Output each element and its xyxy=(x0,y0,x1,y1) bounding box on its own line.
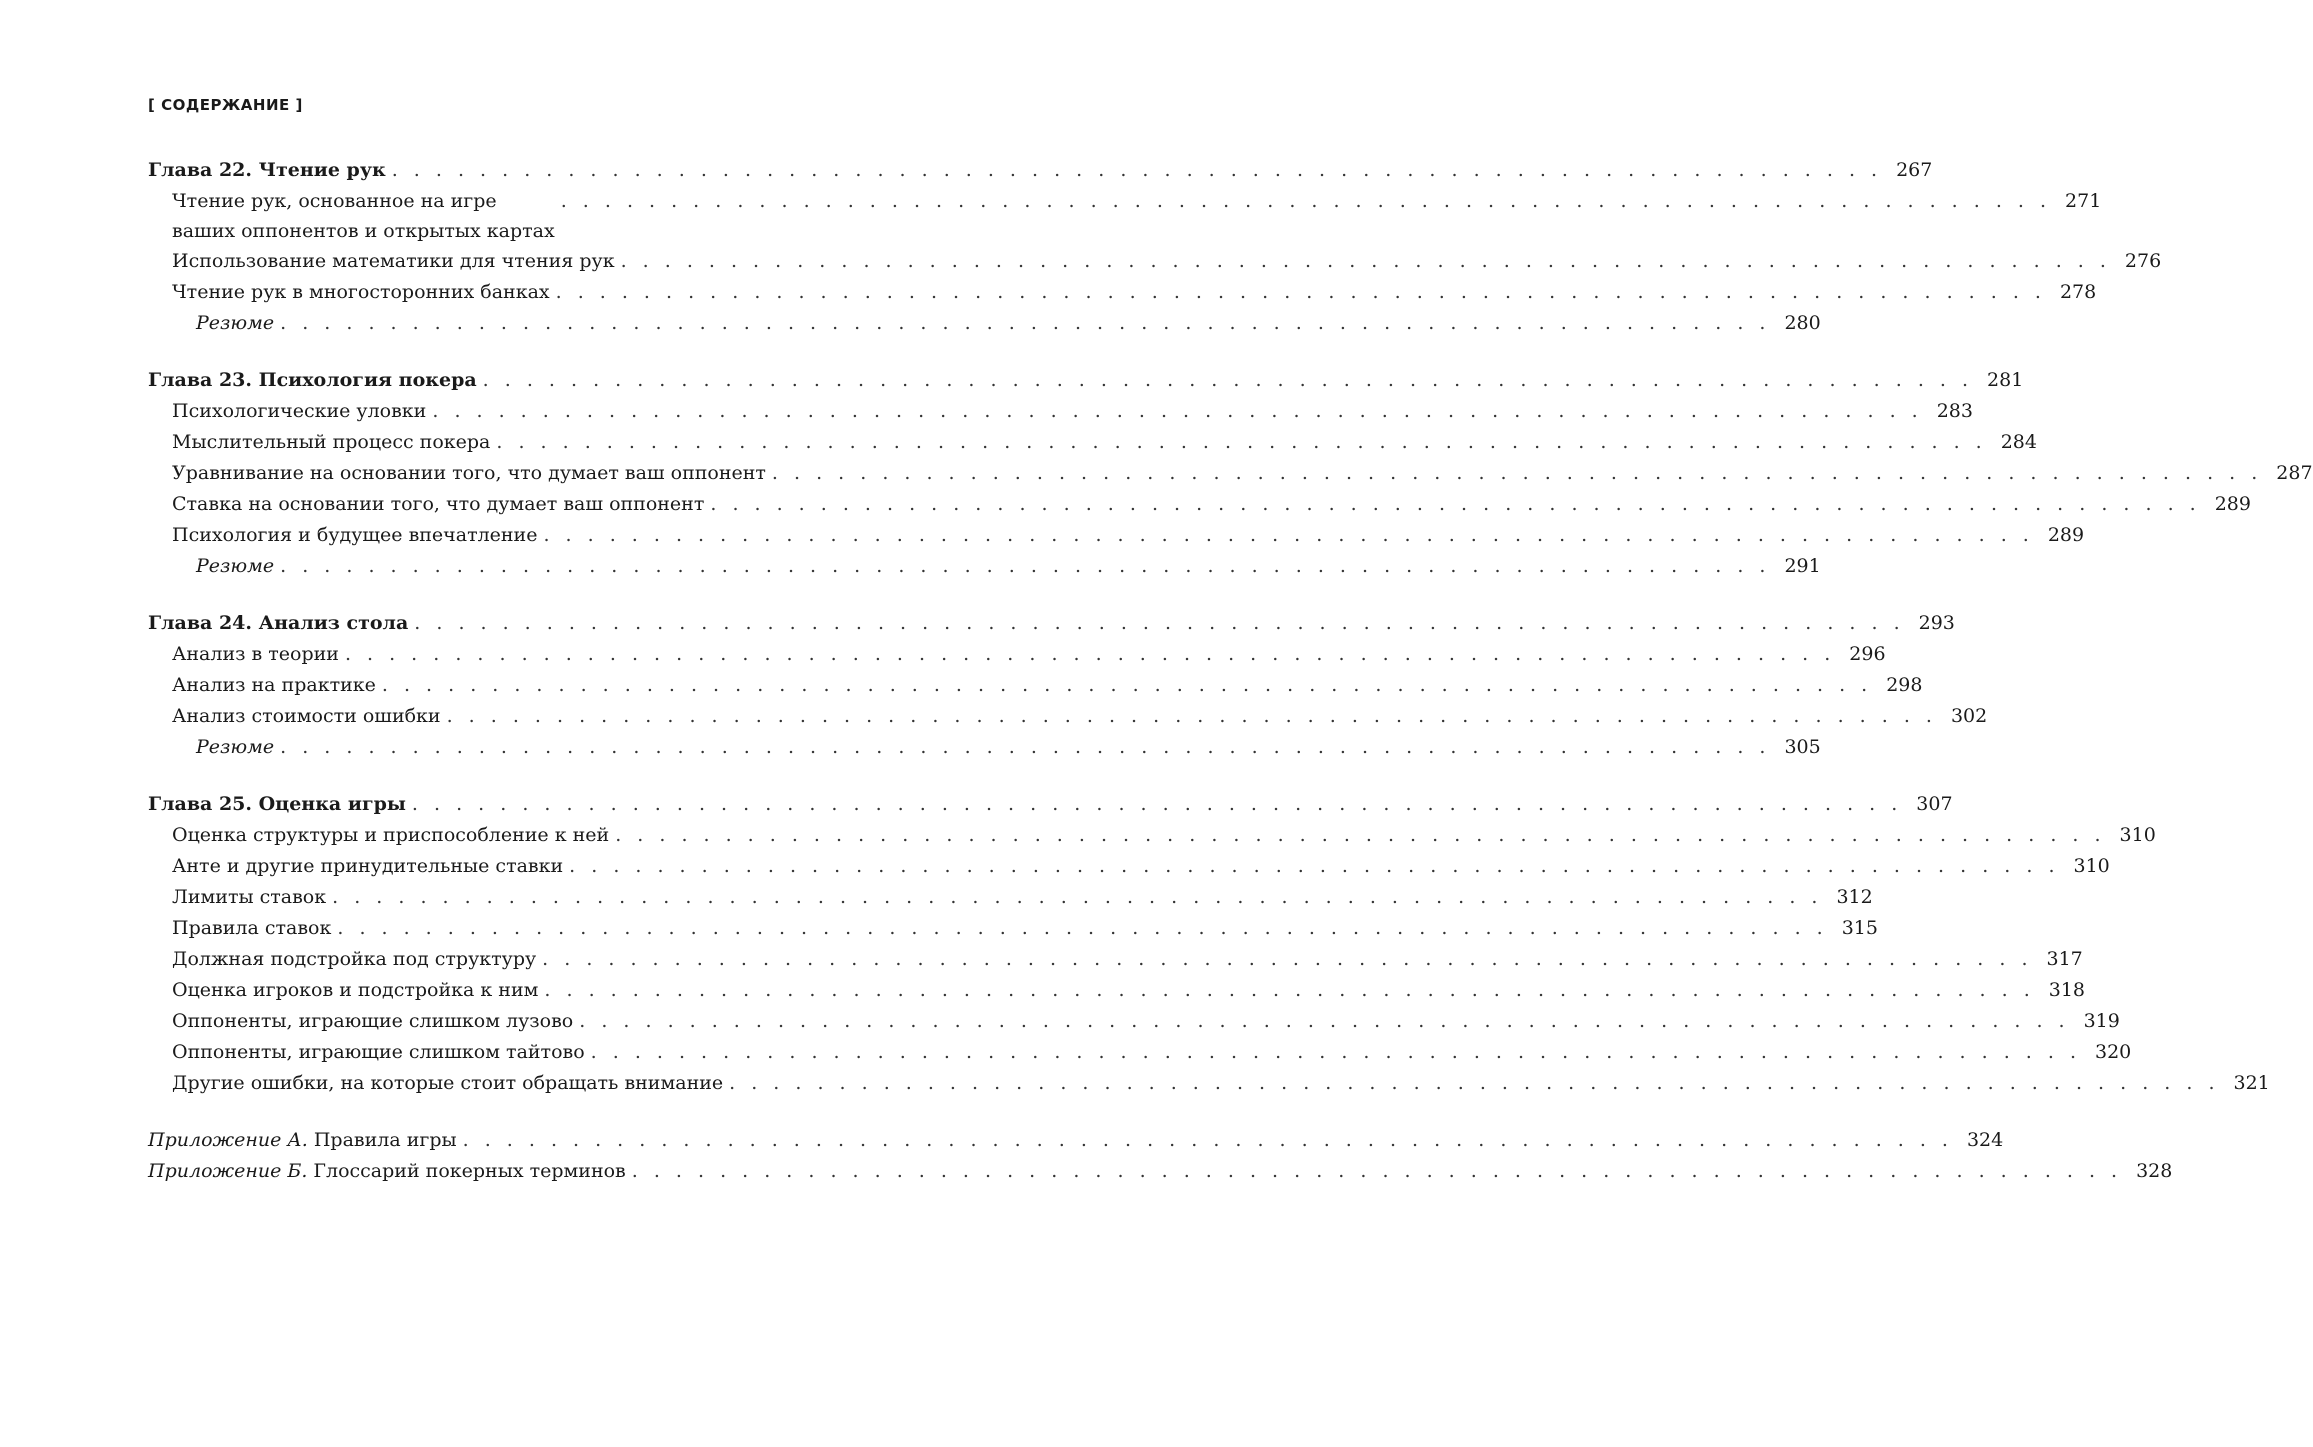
dot-leader: . . . . . . . . . . . . . . . . . . . . . . . . . . . . . . . . . . . . . . . . . . . . . . . . . . . . . . . . . . . . . . . . . . . . xyxy=(446,705,1937,727)
page-number: 280 xyxy=(1784,312,1821,334)
appendix-entry[interactable] xyxy=(148,1156,2173,1187)
entry-title: Чтение рук в многосторонних банках xyxy=(172,281,550,303)
entry-title xyxy=(172,186,561,246)
dot-leader: . . . . . . . . . . . . . . . . . . . . . . . . . . . . . . . . . . . . . . . . . . . . . . . . . . . . . . . . . . . . . . . . . . . . xyxy=(543,524,2034,546)
page-number: 287 xyxy=(2276,462,2313,484)
page-number: 284 xyxy=(2000,431,2037,453)
page-number: 289 xyxy=(2047,524,2085,546)
summary-entry[interactable] xyxy=(148,308,1821,339)
dot-leader: . . . . . . . . . . . . . . . . . . . . . . . . . . . . . . . . . . . . . . . . . . . . . . . . . . . . . . . . . . . . . . . . . . . . xyxy=(391,159,1883,181)
entry-title-line-2: ваших оппонентов и открытых картах xyxy=(172,220,555,242)
dot-leader: . . . . . . . . . . . . . . . . . . . . . . . . . . . . . . . . . . . . . . . . . . . . . . . . . . . . . . . . . . . . . . . . . . . . xyxy=(615,824,2106,846)
dot-leader: . . . . . . . . . . . . . . . . . . . . . . . . . . . . . . . . . . . . . . . . . . . . . . . . . . . . . . . . . . . . . . . . . . . . xyxy=(729,1072,2220,1094)
page-number: 293 xyxy=(1918,612,1955,634)
page-number: 312 xyxy=(1836,886,1873,908)
dot-leader: . . . . . . . . . . . . . . . . . . . . . . . . . . . . . . . . . . . . . . . . . . . . . . . . . . . . . . . . . . . . . . . . . . . . xyxy=(771,462,2263,484)
chapter-title: Глава 24. Анализ стола xyxy=(148,612,409,634)
entry-title: Оценка игроков и подстройка к ним xyxy=(172,979,539,1001)
entry-title: Анализ на практике xyxy=(172,674,376,696)
dot-leader: . . . . . . . . . . . . . . . . . . . . . . . . . . . . . . . . . . . . . . . . . . . . . . . . . . . . . . . . . . . . . . . . . . . . xyxy=(414,612,1905,634)
table-of-contents xyxy=(148,155,2313,1187)
page-number: 324 xyxy=(1966,1129,2004,1151)
page-number: 298 xyxy=(1886,674,1923,696)
toc-entry[interactable] xyxy=(148,458,2313,489)
chapter-heading[interactable] xyxy=(148,608,1955,639)
dot-leader: . . . . . . . . . . . . . . . . . . . . . . . . . . . . . . . . . . . . . . . . . . . . . . . . . . . . . . . . . . . . . . . . . . . . xyxy=(280,312,1771,334)
dot-leader: . . . . . . . . . . . . . . . . . . . . . . . . . . . . . . . . . . . . . . . . . . . . . . . . . . . . . . . . . . . . . . . . . . . . xyxy=(381,674,1873,696)
entry-title: Правила ставок xyxy=(172,917,332,939)
toc-entry[interactable] xyxy=(148,489,2251,520)
toc-entry[interactable] xyxy=(148,882,1873,913)
page-number: 302 xyxy=(1950,705,1988,727)
toc-entry[interactable] xyxy=(148,1037,2132,1068)
page-number: 305 xyxy=(1784,736,1821,758)
page-number: 289 xyxy=(2214,493,2251,515)
appendix-title xyxy=(148,1156,632,1187)
dot-leader: . . . . . . . . . . . . . . . . . . . . . . . . . . . . . . . . . . . . . . . . . . . . . . . . . . . . . . . . . . . . . . . . . . . . xyxy=(555,281,2046,303)
appendix-entry[interactable] xyxy=(148,1125,2004,1156)
dot-leader: . . . . . . . . . . . . . . . . . . . . . . . . . . . . . . . . . . . . . . . . . . . . . . . . . . . . . . . . . . . . . . . . . . . . xyxy=(462,1129,1953,1151)
toc-entry[interactable] xyxy=(148,186,2102,246)
page-number: 296 xyxy=(1849,643,1886,665)
page-number: 267 xyxy=(1896,159,1933,181)
chapter-heading[interactable] xyxy=(148,365,2024,396)
dot-leader: . . . . . . . . . . . . . . . . . . . . . . . . . . . . . . . . . . . . . . . . . . . . . . . . . . . . . . . . . . . . . . . . . . . . xyxy=(344,643,1836,665)
page-number: 315 xyxy=(1841,917,1878,939)
toc-entry[interactable] xyxy=(148,701,1988,732)
chapter-25 xyxy=(148,789,2270,1099)
summary-title: Резюме xyxy=(196,555,275,577)
appendix-name: Правила игры xyxy=(307,1129,457,1151)
dot-leader: . . . . . . . . . . . . . . . . . . . . . . . . . . . . . . . . . . . . . . . . . . . . . . . . . . . . . . . . . . . . . . . . . . . . xyxy=(620,250,2111,272)
dot-leader: . . . . . . . . . . . . . . . . . . . . . . . . . . . . . . . . . . . . . . . . . . . . . . . . . . . . . . . . . . . . . . . . . . . . xyxy=(710,493,2201,515)
page-number: 307 xyxy=(1916,793,1953,815)
entry-title: Анализ стоимости ошибки xyxy=(172,705,441,727)
entry-title: Оценка структуры и приспособление к ней xyxy=(172,824,610,846)
dot-leader: . . . . . . . . . . . . . . . . . . . . . . . . . . . . . . . . . . . . . . . . . . . . . . . . . . . . . . . . . . . . . . . . . . . . xyxy=(482,369,1974,391)
summary-entry[interactable] xyxy=(148,551,1821,582)
entry-title: Использование математики для чтения рук xyxy=(172,250,615,272)
toc-entry[interactable] xyxy=(148,246,2162,277)
toc-entry[interactable] xyxy=(148,396,1973,427)
dot-leader: . . . . . . . . . . . . . . . . . . . . . . . . . . . . . . . . . . . . . . . . . . . . . . . . . . . . . . . . . . . . . . . . . . . . xyxy=(496,431,1987,453)
chapter-24 xyxy=(148,608,1988,763)
dot-leader: . . . . . . . . . . . . . . . . . . . . . . . . . . . . . . . . . . . . . . . . . . . . . . . . . . . . . . . . . . . . . . . . . . . . xyxy=(332,886,1823,908)
entry-title: Другие ошибки, на которые стоит обращать внимание xyxy=(172,1072,724,1094)
entry-title: Оппоненты, играющие слишком тайтово xyxy=(172,1041,585,1063)
page-number: 271 xyxy=(2065,190,2102,212)
page-number: 281 xyxy=(1987,369,2024,391)
chapter-title: Глава 25. Оценка игры xyxy=(148,793,406,815)
dot-leader: . . . . . . . . . . . . . . . . . . . . . . . . . . . . . . . . . . . . . . . . . . . . . . . . . . . . . . . . . . . . . . . . . . . . xyxy=(569,855,2060,877)
toc-entry[interactable] xyxy=(148,851,2110,882)
toc-entry[interactable] xyxy=(148,520,2085,551)
page-number: 317 xyxy=(2046,948,2083,970)
page-number: 310 xyxy=(2073,855,2110,877)
toc-entry[interactable] xyxy=(148,975,2086,1006)
entry-title: Оппоненты, играющие слишком лузово xyxy=(172,1010,574,1032)
entry-title: Психология и будущее впечатление xyxy=(172,524,538,546)
summary-entry[interactable] xyxy=(148,732,1821,763)
page-header: [ СОДЕРЖАНИЕ ] xyxy=(148,96,303,114)
toc-entry[interactable] xyxy=(148,820,2156,851)
toc-entry[interactable] xyxy=(148,944,2083,975)
entry-title: Лимиты ставок xyxy=(172,886,327,908)
entry-title: Ставка на основании того, что думает ваш оппонент xyxy=(172,493,705,515)
dot-leader: . . . . . . . . . . . . . . . . . . . . . . . . . . . . . . . . . . . . . . . . . . . . . . . . . . . . . . . . . . . . . . . . . . . . xyxy=(337,917,1828,939)
summary-title: Резюме xyxy=(196,312,275,334)
appendix-name: Глоссарий покерных терминов xyxy=(307,1160,626,1182)
page-number: 278 xyxy=(2059,281,2097,303)
toc-entry[interactable] xyxy=(148,913,1878,944)
page-number: 318 xyxy=(2048,979,2086,1001)
entry-title: Уравнивание на основании того, что думает ваш оппонент xyxy=(172,462,766,484)
page-number: 321 xyxy=(2233,1072,2270,1094)
dot-leader: . . . . . . . . . . . . . . . . . . . . . . . . . . . . . . . . . . . . . . . . . . . . . . . . . . . . . . . . . . . . . . . . . . . . xyxy=(560,190,2052,212)
page-number: 291 xyxy=(1784,555,1821,577)
summary-title: Резюме xyxy=(196,736,275,758)
page-number: 283 xyxy=(1936,400,1973,422)
toc-entry[interactable] xyxy=(148,277,2097,308)
page-number: 328 xyxy=(2136,1160,2173,1182)
toc-entry[interactable] xyxy=(148,670,1923,701)
appendices xyxy=(148,1125,2173,1187)
chapter-title: Глава 22. Чтение рук xyxy=(148,159,386,181)
dot-leader: . . . . . . . . . . . . . . . . . . . . . . . . . . . . . . . . . . . . . . . . . . . . . . . . . . . . . . . . . . . . . . . . . . . . xyxy=(280,736,1771,758)
toc-entry[interactable] xyxy=(148,1006,2120,1037)
entry-title: Анте и другие принудительные ставки xyxy=(172,855,564,877)
chapter-22 xyxy=(148,155,2162,339)
chapter-heading[interactable] xyxy=(148,789,1953,820)
chapter-23 xyxy=(148,365,2313,582)
page-number: 310 xyxy=(2119,824,2156,846)
chapter-title: Глава 23. Психология покера xyxy=(148,369,477,391)
page-number: 319 xyxy=(2083,1010,2120,1032)
entry-title: Психологические уловки xyxy=(172,400,427,422)
entry-title: Анализ в теории xyxy=(172,643,339,665)
toc-entry[interactable] xyxy=(148,427,2037,458)
appendix-title xyxy=(148,1125,463,1156)
appendix-label: Приложение А. xyxy=(148,1129,308,1151)
entry-title: Должная подстройка под структуру xyxy=(172,948,537,970)
dot-leader: . . . . . . . . . . . . . . . . . . . . . . . . . . . . . . . . . . . . . . . . . . . . . . . . . . . . . . . . . . . . . . . . . . . . xyxy=(432,400,1923,422)
dot-leader: . . . . . . . . . . . . . . . . . . . . . . . . . . . . . . . . . . . . . . . . . . . . . . . . . . . . . . . . . . . . . . . . . . . . xyxy=(411,793,1903,815)
entry-title: Мыслительный процесс покера xyxy=(172,431,491,453)
dot-leader: . . . . . . . . . . . . . . . . . . . . . . . . . . . . . . . . . . . . . . . . . . . . . . . . . . . . . . . . . . . . . . . . . . . . xyxy=(590,1041,2081,1063)
appendix-label: Приложение Б. xyxy=(148,1160,308,1182)
dot-leader: . . . . . . . . . . . . . . . . . . . . . . . . . . . . . . . . . . . . . . . . . . . . . . . . . . . . . . . . . . . . . . . . . . . . xyxy=(631,1160,2123,1182)
dot-leader: . . . . . . . . . . . . . . . . . . . . . . . . . . . . . . . . . . . . . . . . . . . . . . . . . . . . . . . . . . . . . . . . . . . . xyxy=(542,948,2033,970)
page-number: 276 xyxy=(2124,250,2162,272)
toc-entry[interactable] xyxy=(148,1068,2270,1099)
dot-leader: . . . . . . . . . . . . . . . . . . . . . . . . . . . . . . . . . . . . . . . . . . . . . . . . . . . . . . . . . . . . . . . . . . . . xyxy=(280,555,1771,577)
toc-entry[interactable] xyxy=(148,639,1886,670)
dot-leader: . . . . . . . . . . . . . . . . . . . . . . . . . . . . . . . . . . . . . . . . . . . . . . . . . . . . . . . . . . . . . . . . . . . . xyxy=(579,1010,2070,1032)
entry-title-line-1: Чтение рук, основанное на игре xyxy=(172,190,497,212)
page-number: 320 xyxy=(2095,1041,2132,1063)
chapter-heading[interactable] xyxy=(148,155,1933,186)
dot-leader: . . . . . . . . . . . . . . . . . . . . . . . . . . . . . . . . . . . . . . . . . . . . . . . . . . . . . . . . . . . . . . . . . . . . xyxy=(544,979,2035,1001)
